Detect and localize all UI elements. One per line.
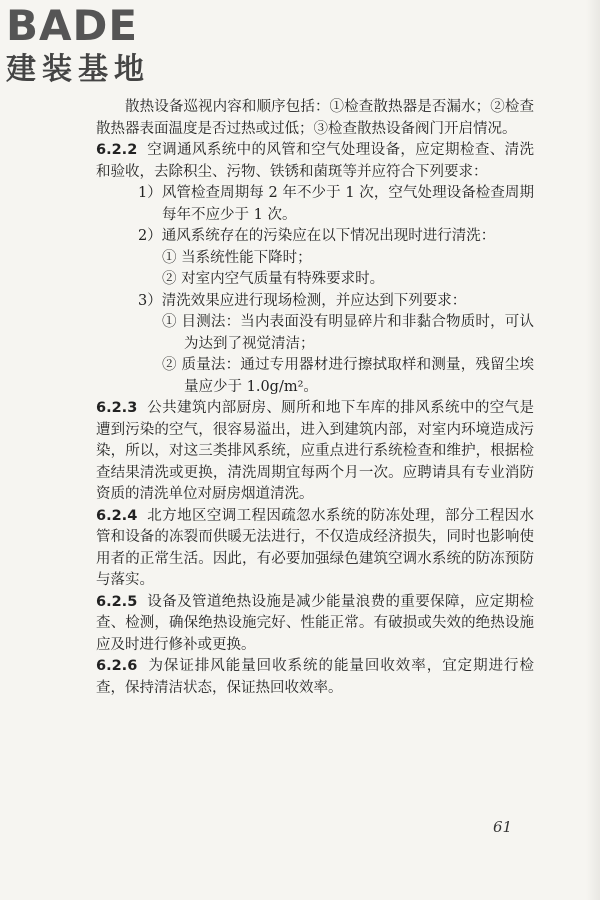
section-text: 为保证排风能量回收系统的能量回收效率，宜定期进行检查，保持清洁状态，保证热回收效率。	[96, 658, 534, 696]
section-number: 6.2.2	[96, 142, 138, 158]
section-text: 空调通风系统中的风管和空气处理设备，应定期检查、清洗和验收，去除积尘、污物、铁锈和菌斑等并应符合下列要求：	[96, 142, 535, 180]
section-6-2-4	[96, 506, 534, 592]
sub-list-item: ① 当系统性能下降时；	[162, 249, 312, 266]
brand-logo	[6, 2, 181, 94]
section-number: 6.2.6	[96, 658, 138, 674]
list-item: 2）通风系统存在的污染应在以下情况出现时进行清洗：	[138, 228, 496, 244]
section-6-2-5	[96, 592, 534, 657]
section-text: 北方地区空调工程因疏忽水系统的防冻处理，部分工程因水管和设备的冻裂而供暖无法进行，不仅造成经济损失，同时也影响使用者的正常生活。因此，有必要加强绿色建筑空调水系统的防冻预防与落实。	[96, 507, 535, 588]
sub-list-item: ② 对室内空气质量有特殊要求时。	[162, 271, 385, 287]
list-item: 3）清洗效果应进行现场检测，并应达到下列要求：	[138, 292, 467, 309]
section-6-2-2	[96, 140, 534, 183]
section-number: 6.2.3	[96, 400, 138, 416]
section-number: 6.2.4	[96, 507, 138, 524]
section-text: 设备及管道绝热设施是减少能量浪费的重要保障，应定期检查、检测，确保绝热设施完好、性能正常。有破损或失效的绝热设施应及时进行修补或更换。	[96, 593, 535, 653]
paragraph-heat-inspection: 散热设备巡视内容和顺序包括：①检查散热器是否漏水；②检查散热器表面温度是否过热或过低；③检查散热设备阀门开启情况。	[96, 99, 534, 137]
section-number: 6.2.5	[96, 593, 138, 610]
page-body	[96, 97, 534, 699]
logo-word: BADE	[6, 1, 139, 50]
sub-list-item: ② 质量法：通过专用器材进行擦拭取样和测量，残留尘埃量应少于 1.0g/m²。	[162, 357, 534, 395]
page-number: 61	[493, 818, 513, 836]
sub-list-item: ① 目测法：当内表面没有明显碎片和非黏合物质时，可认为达到了视觉清洁；	[162, 314, 534, 352]
section-6-2-3	[96, 398, 534, 506]
list-item: 1）风管检查周期每 2 年不少于 1 次，空气处理设备检查周期每年不应少于 1 次。	[138, 185, 534, 223]
logo-subtitle: 建装基地	[6, 52, 150, 87]
section-text: 公共建筑内部厨房、厕所和地下车库的排风系统中的空气是遭到污染的空气，很容易溢出，进入到建筑内部，对室内环境造成污染，所以，对这三类排风系统，应重点进行系统检查和维护，根据检查结果清洗或更换，清洗周期宜每两个月一次。应聘请具有专业消防资质的清洗单位对厨房烟道清洗。	[96, 400, 535, 502]
section-6-2-6	[96, 656, 534, 699]
page-edge	[586, 0, 600, 900]
